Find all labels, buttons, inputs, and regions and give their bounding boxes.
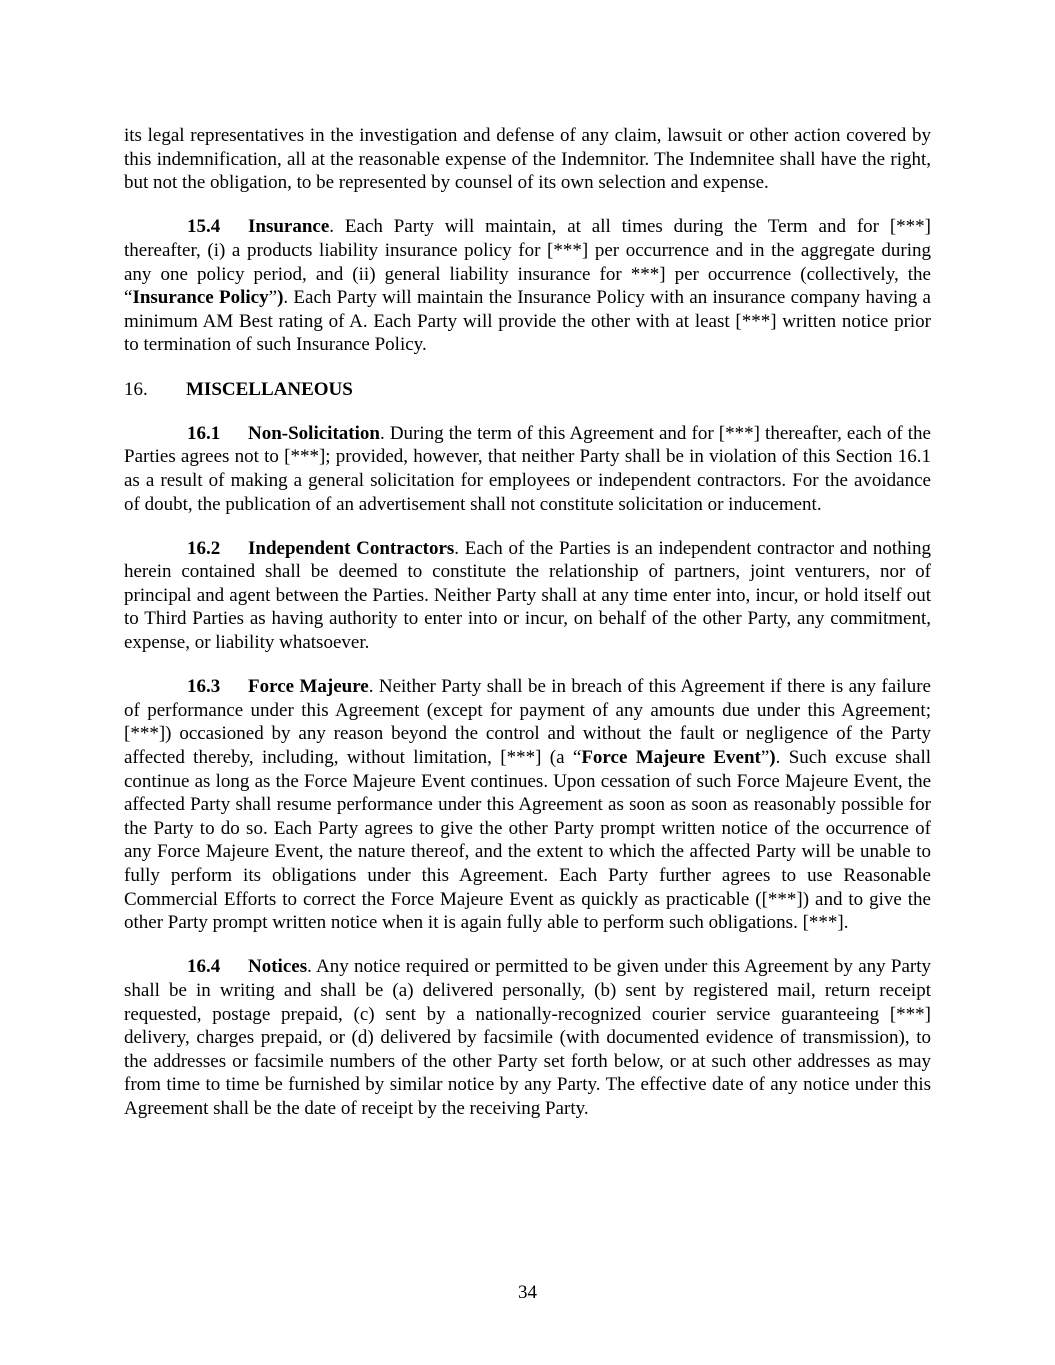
section-title: Independent Contractors: [248, 537, 455, 559]
section-16-1-paragraph: [124, 422, 931, 516]
defined-term: Insurance Policy: [132, 287, 269, 309]
section-number: 15.4: [187, 216, 221, 238]
defined-term: Force Majeure Event: [581, 747, 761, 769]
section-number: 16.4: [187, 956, 221, 978]
quote-close: ”: [760, 747, 770, 769]
page-number: 34: [518, 1282, 537, 1303]
section-16-2-paragraph: [124, 537, 931, 655]
continuation-paragraph: [124, 124, 931, 195]
section-text: . Each Party will maintain, at all times during the Term and for [***] thereafter, (i) a products liability insurance policy for [***] per occurrence and in the aggregate during any one policy period, and (ii) general liability insurance for ***] per occurrence (collectively, the “: [124, 216, 931, 309]
section-number: 16.3: [187, 676, 221, 698]
article-title: MISCELLANEOUS: [186, 378, 353, 400]
section-text-continued: . Such excuse shall continue as long as the Force Majeure Event continues. Upon cessation of such Force Majeure Event, the affected Party shall resume performance under this Agreement as soon as soon as reasonably possible for the Party to do so. Each Party agrees to give the other Party prompt written notice of the occurrence of any Force Majeure Event, the nature thereof, and the extent to which the affected Party will be unable to fully perform its obligations under this Agreement. Each Party further agrees to use Reasonable Commercial Efforts to correct the Force Majeure Event as quickly as practicable ([***]) and to give the other Party prompt written notice when it is again fully able to perform such obligations. [***].: [124, 747, 931, 934]
section-number: 16.2: [187, 537, 221, 559]
document-page: [124, 124, 931, 1141]
section-text: . Any notice required or permitted to be given under this Agreement by any Party shall be in writing and shall be (a) delivered personally, (b) sent by registered mail, return receipt requested, postage prepaid, (c) sent by a nationally-recognized courier service guaranteeing [***] delivery, charges prepaid, or (d) delivered by facsimile (with documented evidence of transmission), to the addresses or facsimile numbers of the other Party set forth below, or at such other addresses as may from time to time be furnished by similar notice by any Party. The effective date of any notice under this Agreement shall be the date of receipt by the receiving Party.: [124, 956, 931, 1119]
section-16-3-paragraph: [124, 675, 931, 935]
section-text: . Each of the Parties is an independent contractor and nothing herein contained shall be deemed to constitute the relationship of partners, joint venturers, nor of principal and agent between the Parties. Neither Party shall at any time enter into, incur, or hold itself out to Third Parties as having authority to enter into or incur, on behalf of the other Party, any commitment, expense, or liability whatsoever.: [124, 537, 931, 654]
section-text: . Neither Party shall be in breach of this Agreement if there is any failure of performance under this Agreement (except for payment of any amounts due under this Agreement; [***]) occasioned by any reason beyond the control and without the fault or negligence of the Party affected thereby, including, without limitation, [***] (a “: [124, 676, 931, 769]
section-title: Insurance: [248, 216, 330, 238]
continuation-text: its legal representatives in the investigation and defense of any claim, lawsuit or other action covered by this indemnification, all at the reasonable expense of the Indemnitor. The Indemnitee shall have the right, but not the obligation, to be represented by counsel of its own selection and expense.: [124, 125, 931, 194]
section-16-4-paragraph: [124, 955, 931, 1120]
article-16-heading: [124, 378, 931, 402]
section-title: Notices: [248, 956, 308, 978]
section-15-4-paragraph: [124, 215, 931, 357]
paren-close: ): [277, 287, 284, 309]
paren-close: ): [769, 747, 776, 769]
quote-close: ”: [268, 287, 278, 309]
section-title: Non-Solicitation: [248, 422, 380, 444]
section-text-continued: . Each Party will maintain the Insurance Policy with an insurance company having a minimum AM Best rating of A. Each Party will provide the other with at least [***] written notice prior to termination of such Insurance Policy.: [124, 287, 931, 356]
section-title: Force Majeure: [248, 676, 369, 698]
section-text: . During the term of this Agreement and for [***] thereafter, each of the Parties agrees not to [***]; provided, however, that neither Party shall be in violation of this Section 16.1 as a result of making a general solicitation for employees or independent contractors. For the avoidance of doubt, the publication of an advertisement shall not constitute solicitation or inducement.: [124, 422, 931, 515]
section-number: 16.1: [187, 422, 221, 444]
article-number: 16.: [124, 378, 148, 400]
